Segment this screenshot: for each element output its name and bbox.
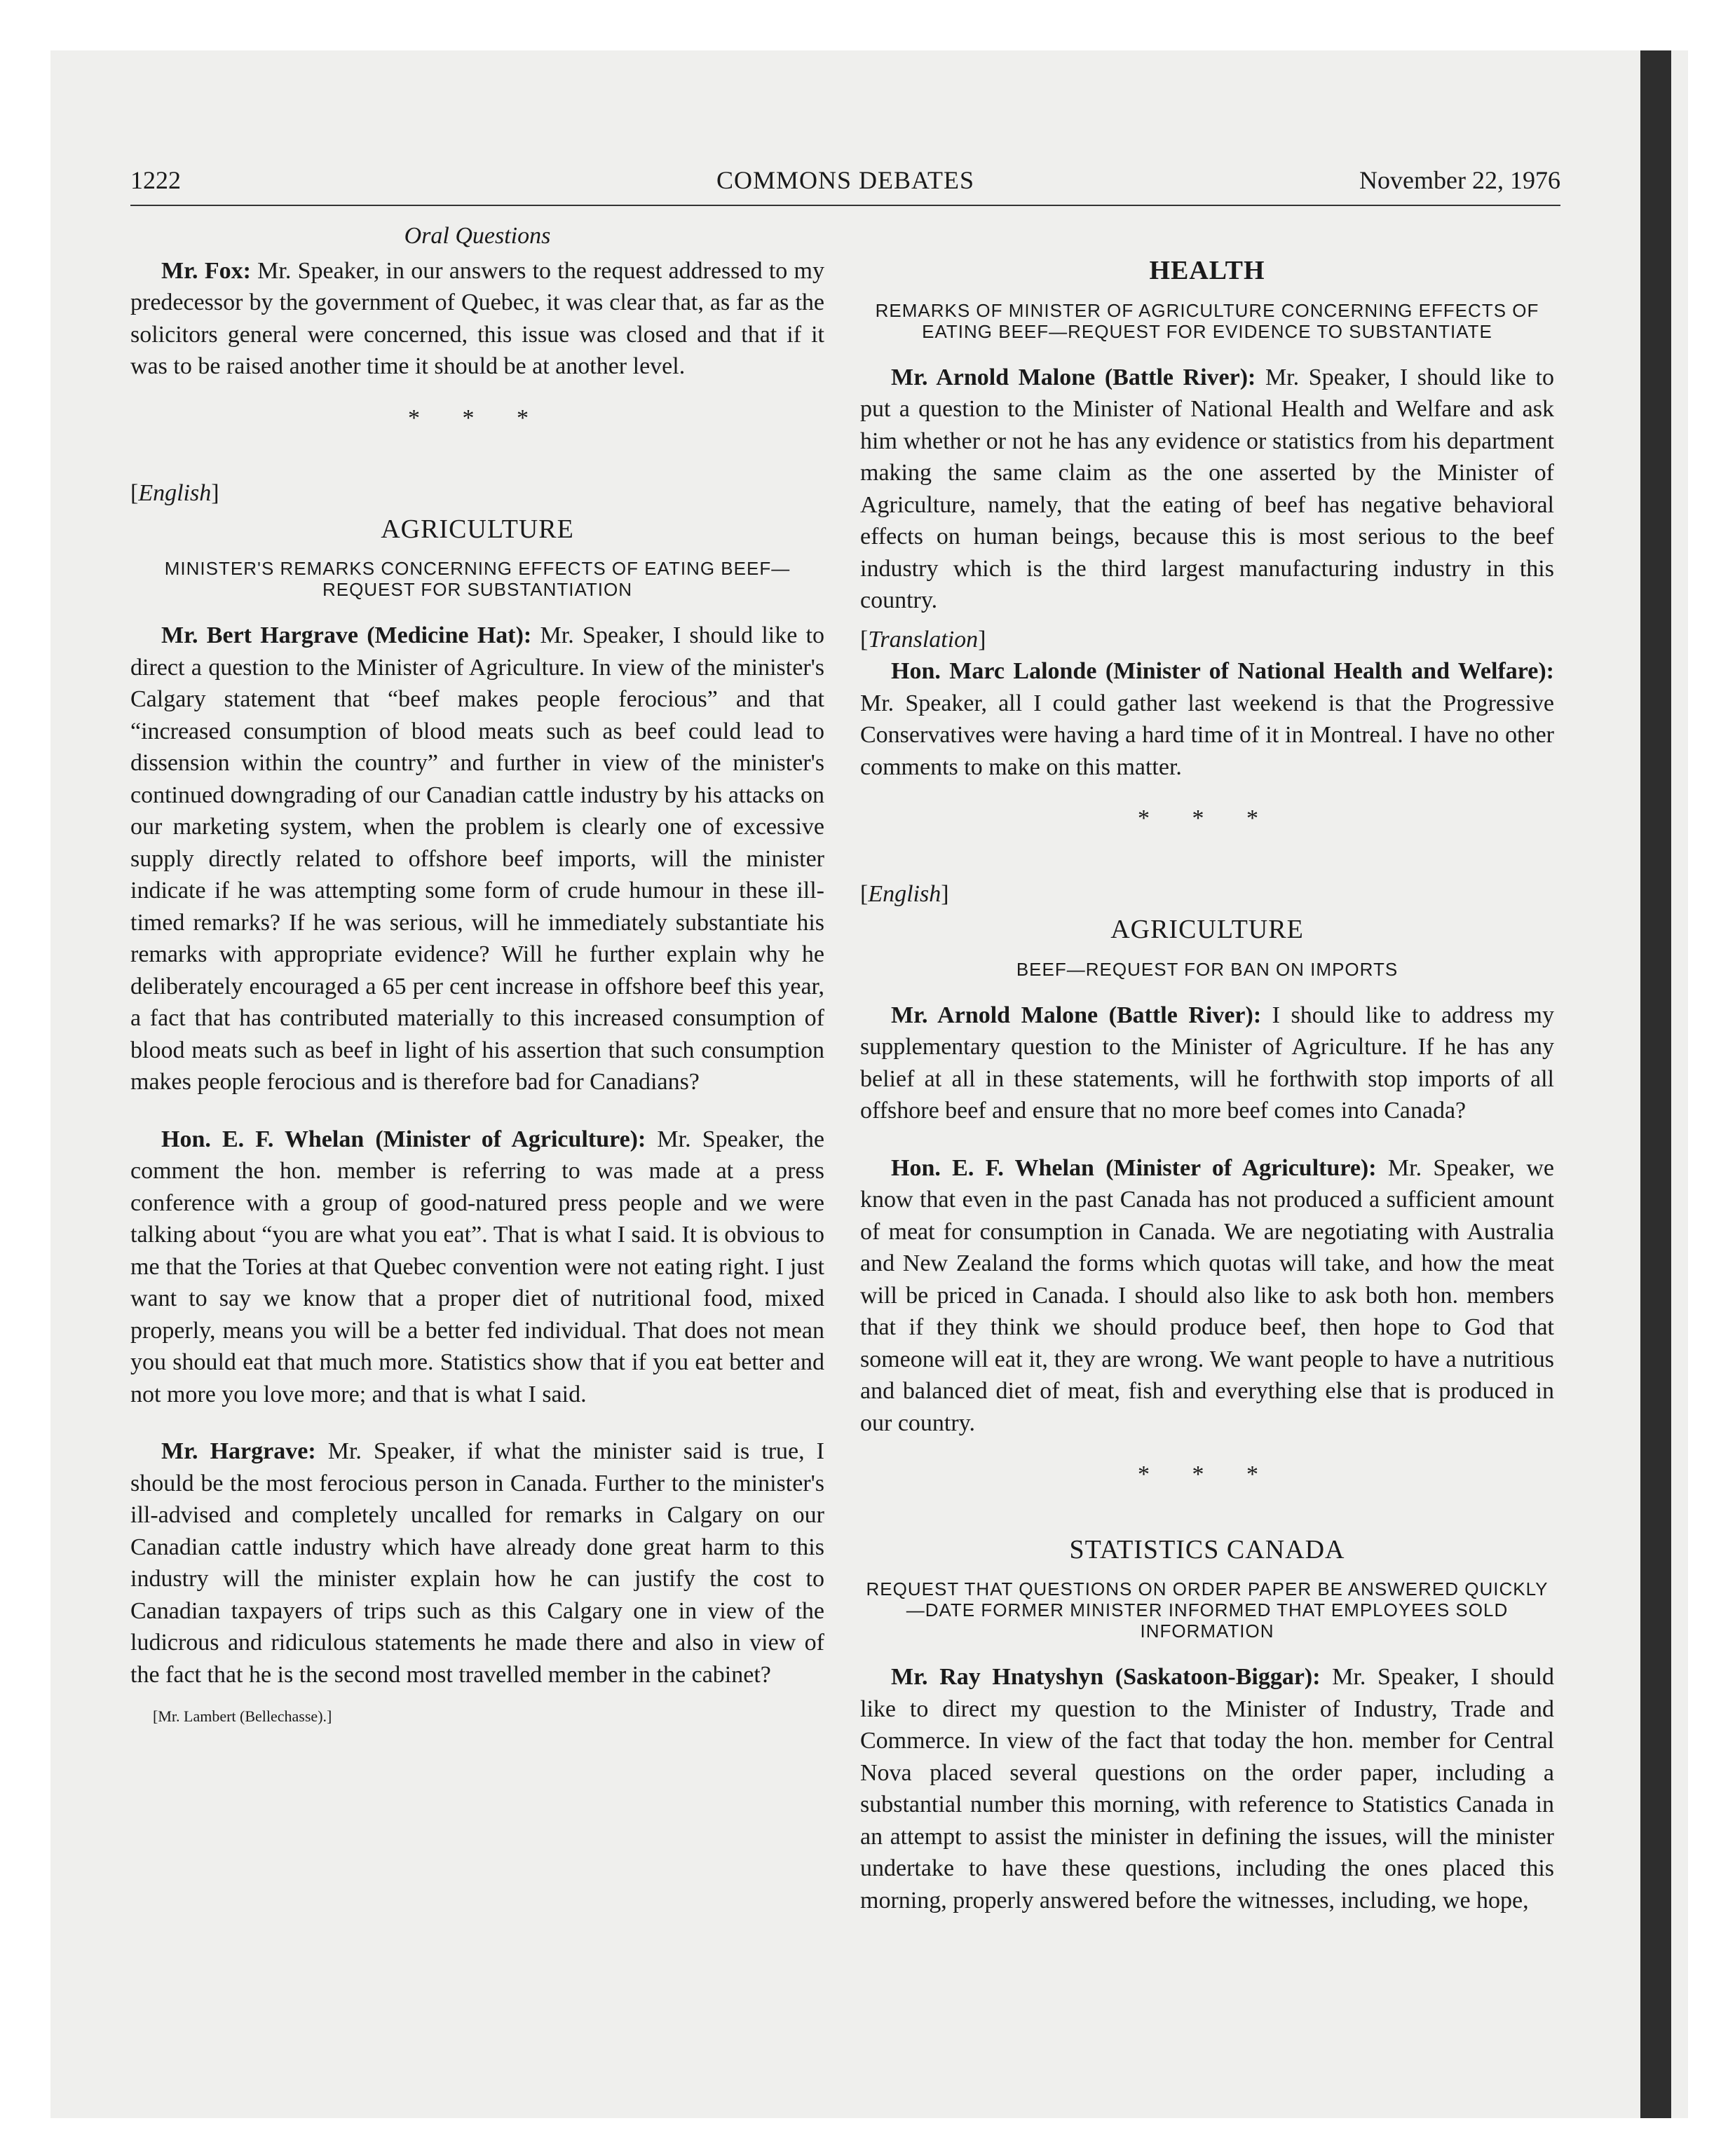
language-label: English <box>138 480 212 506</box>
speaker-name: Mr. Bert Hargrave (Medicine Hat): <box>161 622 532 648</box>
right-column <box>860 220 1554 1916</box>
section-heading: AGRICULTURE <box>1110 915 1304 944</box>
section-subheading: REMARKS OF MINISTER OF AGRICULTURE CONCERNING EFFECTS OF EATING BEEF—REQUEST FOR EVIDENCE TO SUBSTANTIATE <box>875 299 1539 342</box>
speech-text: Mr. Speaker, in our answers to the request addressed to my predecessor by the government of Quebec, it was clear that, as far as the solicitors general were concerned, this issue was closed and that if it was to be raised another time it should be at another level. <box>130 257 824 379</box>
speech-text: Mr. Speaker, I should like to put a question to the Minister of National Health and Welfare and ask him whether or not he has any evidence or statistics from his department making the same claim as the one asserted by the Minister of Agriculture, namely, that the eating of beef has negative behavioral effects on human beings, because this is most serious to the beef industry which is the third largest manufacturing industry in this country. <box>860 364 1555 613</box>
speech-paragraph <box>860 1661 1554 1916</box>
section-separator: * * * <box>1138 1461 1277 1487</box>
speech-paragraph <box>130 1435 824 1691</box>
speech-text: Mr. Speaker, I should like to direct my question to the Minister of Industry, Trade and Commerce. In view of the fact that today the hon. member for Central Nova placed several questions on the order paper, including a substantial number this morning, with reference to Statistics Canada in an attempt to assist the minister in defining the issues, will the minister undertake to have these questions, including the ones placed this morning, properly answered before the witnesses, including, we hope, <box>860 1664 1554 1913</box>
language-label: English <box>868 880 941 907</box>
speech-paragraph <box>130 620 824 1098</box>
speaker-name: Hon. E. F. Whelan (Minister of Agriculture): <box>891 1154 1377 1181</box>
language-note: [English] <box>860 880 949 907</box>
speaker-name: Mr. Hargrave: <box>161 1438 316 1464</box>
speech-paragraph <box>130 1124 824 1411</box>
left-column <box>130 220 824 1733</box>
speaker-name: Mr. Arnold Malone (Battle River): <box>891 364 1256 390</box>
speaker-name: Hon. E. F. Whelan (Minister of Agriculture): <box>161 1126 646 1152</box>
speech-paragraph <box>860 1152 1554 1440</box>
speech-paragraph <box>860 362 1554 617</box>
section-separator: * * * <box>1138 805 1277 831</box>
speaker-name: Mr. Fox: <box>161 257 251 284</box>
speaker-name: Mr. Ray Hnatyshyn (Saskatoon-Biggar): <box>891 1664 1321 1690</box>
speech-paragraph <box>860 999 1554 1127</box>
speech-paragraph <box>130 255 824 383</box>
publication-title: COMMONS DEBATES <box>716 166 975 194</box>
speech-text: Mr. Speaker, all I could gather last weekend is that the Progressive Conservatives were having a hard time of it in Montreal. I have no other comments to make on this matter. <box>860 690 1554 780</box>
speech-paragraph <box>860 655 1554 783</box>
section-subheading: BEEF—REQUEST FOR BAN ON IMPORTS <box>1016 958 1399 980</box>
language-note: [Translation] <box>860 626 986 653</box>
speech-text: Mr. Speaker, I should like to direct a question to the Minister of Agriculture. In view of the minister's Calgary statement that “beef makes people ferocious” and that “increased consumption of blood meats such as beef could lead to dissension within the country” and further in view of the minister's continued downgrading of our Canadian cattle industry by his attacks on our marketing system, when the problem is clearly one of excessive supply directly related to offshore beef imports, will the minister indicate if he was attempting some form of crude humour in these ill-timed remarks? If he was serious, will he immediately substantiate his remarks with appropriate evidence? Will he further explain why he deliberately encouraged a 65 per cent increase in offshore beef this year, a fact that has contributed materially to this increased consumption of blood meats such as beef in light of his assertion that such consumption makes people ferocious and is therefore bad for Canadians? <box>130 622 824 1095</box>
section-heading: STATISTICS CANADA <box>1069 1534 1345 1564</box>
language-note: [English] <box>130 480 219 506</box>
section-separator: * * * <box>408 404 547 431</box>
page-header <box>130 165 1560 206</box>
speech-text: Mr. Speaker, if what the minister said is true, I should be the most ferocious person in Canada. Further to the minister's ill-advised and completely uncalled for remarks in Calgary on our Canadian cattle industry which have already done great harm to this industry will the minister explain how he can justify the cost to Canadian taxpayers of trips such as this Calgary one in view of the ludicrous and ridiculous statements he made there and also in view of the fact that he is the second most travelled member in the cabinet? <box>130 1438 825 1688</box>
section-subheading: MINISTER'S REMARKS CONCERNING EFFECTS OF EATING BEEF—REQUEST FOR SUBSTANTIATION <box>164 558 791 600</box>
page-date: November 22, 1976 <box>1359 166 1560 194</box>
page-number: 1222 <box>130 166 181 194</box>
section-heading: HEALTH <box>1149 256 1265 285</box>
speech-text: Mr. Speaker, the comment the hon. member is referring to was made at a press conference with a group of good-natured press people and we were talking about “you are what you eat”. That is what I said. It is obvious to me that the Tories at that Quebec convention were not eating right. I just want to say we know that a proper diet of nutritional food, mixed properly, means you will be a better fed individual. That does not mean you should eat that much more. Statistics show that if you eat better and not more you love more; and that is what I said. <box>130 1126 825 1407</box>
language-label: Translation <box>868 626 979 653</box>
speech-text: Mr. Speaker, we know that even in the past Canada has not produced a sufficient amount of meat for consumption in Canada. We are negotiating with Australia and New Zealand the forms which quotas will take, and how the meat will be priced in Canada. I should also like to ask both hon. members that if they think we should produce beef, then hope to God that someone will eat it, they are wrong. We want people to have a nutritious and balanced diet of meat, fish and everything else that is produced in our country. <box>860 1154 1555 1436</box>
section-subheading: REQUEST THAT QUESTIONS ON ORDER PAPER BE ANSWERED QUICKLY—DATE FORMER MINISTER INFORMED THAT EMPLOYEES SOLD INFORMATION <box>866 1578 1549 1642</box>
speaker-name: Hon. Marc Lalonde (Minister of National Health and Welfare): <box>891 658 1554 684</box>
section-heading: AGRICULTURE <box>381 514 574 544</box>
speech-text: I should like to address my supplementary question to the Minister of Agriculture. If he has any belief at all in these statements, will he forthwith stop imports of all offshore beef and ensure that no more beef comes into Canada? <box>860 1002 1555 1124</box>
page-footnote: [Mr. Lambert (Bellechasse).] <box>153 1707 332 1725</box>
section-title: Oral Questions <box>404 223 551 249</box>
scan-edge-shadow <box>1640 50 1671 2118</box>
speaker-name: Mr. Arnold Malone (Battle River): <box>891 1002 1262 1028</box>
